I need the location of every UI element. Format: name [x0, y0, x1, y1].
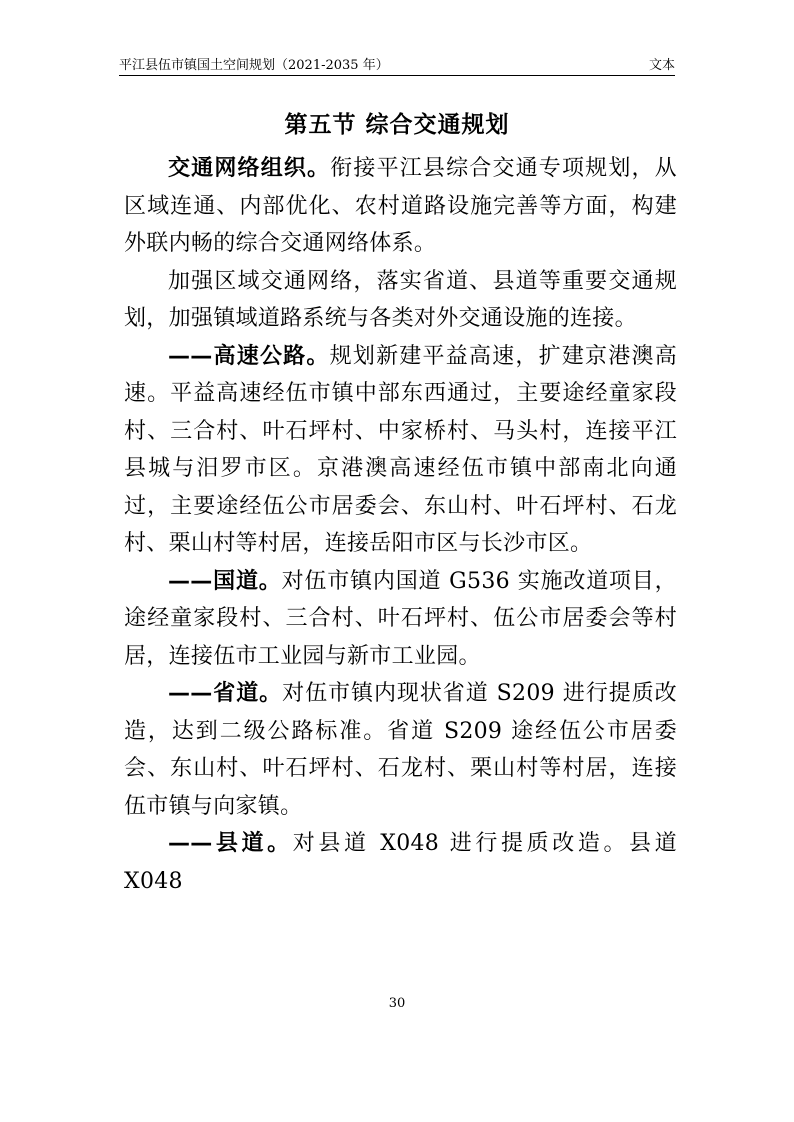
paragraph-text: 规划新建平益高速，扩建京港澳高速。平益高速经伍市镇中部东西通过，主要途经童家段村、三合村、叶石坪村、中家桥村、马头村，连接平江县城与汨罗市区。京港澳高速经伍市镇中部南北向通过，主要途经伍公市居委会、东山村、叶石坪村、石龙村、栗山村等村居，连接岳阳市区与长沙市区。 — [124, 343, 677, 556]
paragraph-text: 对县道 X048 进行提质改造。县道 X048 — [124, 831, 677, 894]
section-title: 第五节 综合交通规划 — [284, 112, 510, 138]
paragraph — [124, 338, 677, 563]
paragraph-lead: ——高速公路。 — [168, 343, 330, 369]
paragraph-text: 对伍市镇内国道 G536 实施改道项目，途经童家段村、三合村、叶石坪村、伍公市居委会等村居，连接伍市工业园与新市工业园。 — [124, 568, 677, 669]
paragraph — [124, 563, 677, 676]
page-number: 30 — [388, 996, 406, 1011]
paragraph-lead: ——国道。 — [168, 568, 282, 594]
paragraph-text: 衔接平江县综合交通专项规划，从区域连通、内部优化、农村道路设施完善等方面，构建外联内畅的综合交通网络体系。 — [124, 156, 677, 256]
paragraph — [124, 263, 677, 338]
paragraph-lead: ——县道。 — [168, 831, 293, 856]
paragraph-lead: 交通网络组织。 — [168, 156, 331, 181]
paragraph — [124, 675, 677, 825]
paragraph-text: 对伍市镇内现状省道 S209 进行提质改造，达到二级公路标准。省道 S209 途经伍公市居委会、东山村、叶石坪村、石龙村、栗山村等村居，连接伍市镇与向家镇。 — [124, 681, 677, 819]
paragraph — [124, 825, 677, 900]
paragraph-text: 加强区域交通网络，落实省道、县道等重要交通规划，加强镇域道路系统与各类对外交通设施的连接。 — [124, 268, 677, 331]
paragraph-lead: ——省道。 — [168, 681, 283, 706]
header-section-label: 文本 — [648, 58, 675, 73]
paragraph — [124, 150, 677, 263]
body-text — [124, 150, 677, 900]
header-divider — [119, 75, 675, 76]
header-document-title: 平江县伍市镇国土空间规划（2021-2035 年） — [119, 58, 389, 73]
page-header — [119, 52, 675, 74]
